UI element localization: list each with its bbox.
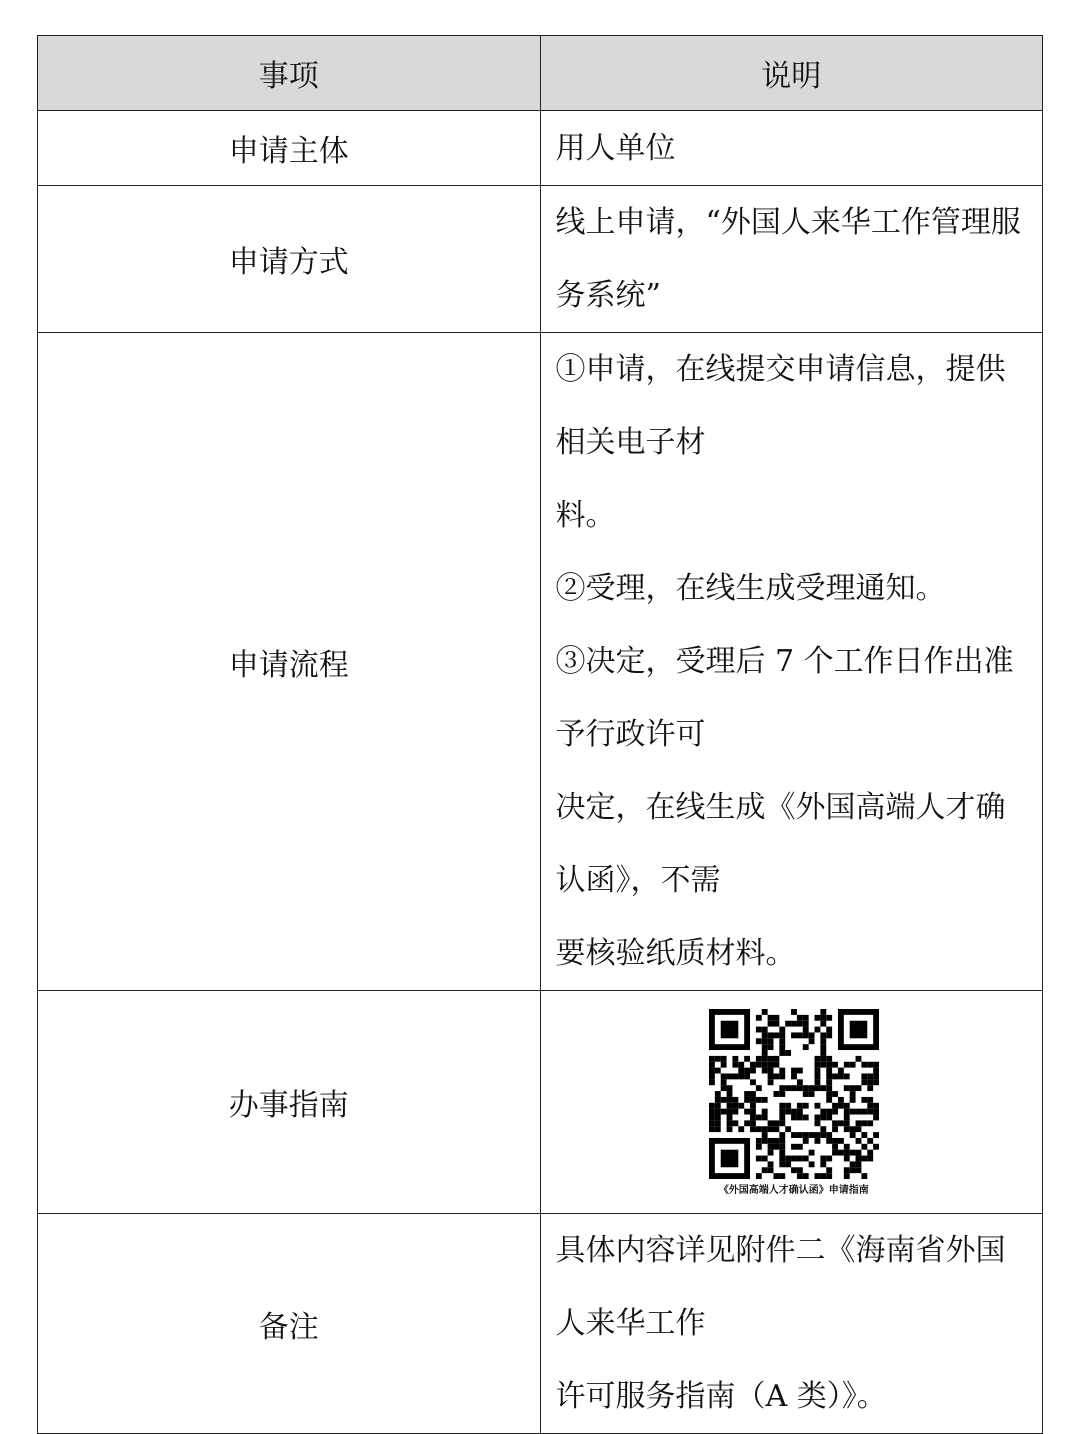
row-value-line: 许可服务指南（A 类）》。	[555, 1379, 887, 1414]
row-value-line: ③决定，受理后 7 个工作日作出准予行政许可	[555, 644, 1014, 752]
row-value	[540, 1214, 1043, 1434]
row-key: 备注	[38, 1214, 541, 1434]
header-item: 事项	[38, 36, 541, 111]
table-row	[38, 186, 1043, 333]
header-description: 说明	[540, 36, 1043, 111]
qr-caption: 《外国高端人才确认函》申请指南	[718, 1184, 869, 1196]
row-value-line: 具体内容详见附件二《海南省外国人来华工作	[555, 1233, 1006, 1341]
table-row	[38, 111, 1043, 186]
row-value-line: ②受理，在线生成受理通知。	[555, 571, 946, 606]
row-value	[540, 991, 1043, 1214]
table-row	[38, 1214, 1043, 1434]
row-key: 办事指南	[38, 991, 541, 1214]
row-value	[540, 111, 1043, 186]
info-table	[37, 35, 1043, 1434]
table-row	[38, 333, 1043, 991]
table-header-row	[38, 36, 1043, 111]
row-value-line: 料。	[555, 498, 616, 533]
table-row	[38, 991, 1043, 1214]
qr-block	[556, 1009, 1033, 1196]
row-key: 申请主体	[38, 111, 541, 186]
row-value-line: 线上申请，“外国人来华工作管理服务系统”	[555, 205, 1021, 313]
qr-code[interactable]	[709, 1009, 879, 1179]
row-value-line: 要核验纸质材料。	[555, 936, 796, 971]
row-value-line: 用人单位	[555, 130, 676, 166]
row-value-line: 决定，在线生成《外国高端人才确认函》，不需	[555, 790, 1006, 898]
row-value	[540, 333, 1043, 991]
row-key: 申请方式	[38, 186, 541, 333]
row-value	[540, 186, 1043, 333]
row-key: 申请流程	[38, 333, 541, 991]
row-value-line: ①申请，在线提交申请信息，提供相关电子材	[555, 352, 1006, 460]
